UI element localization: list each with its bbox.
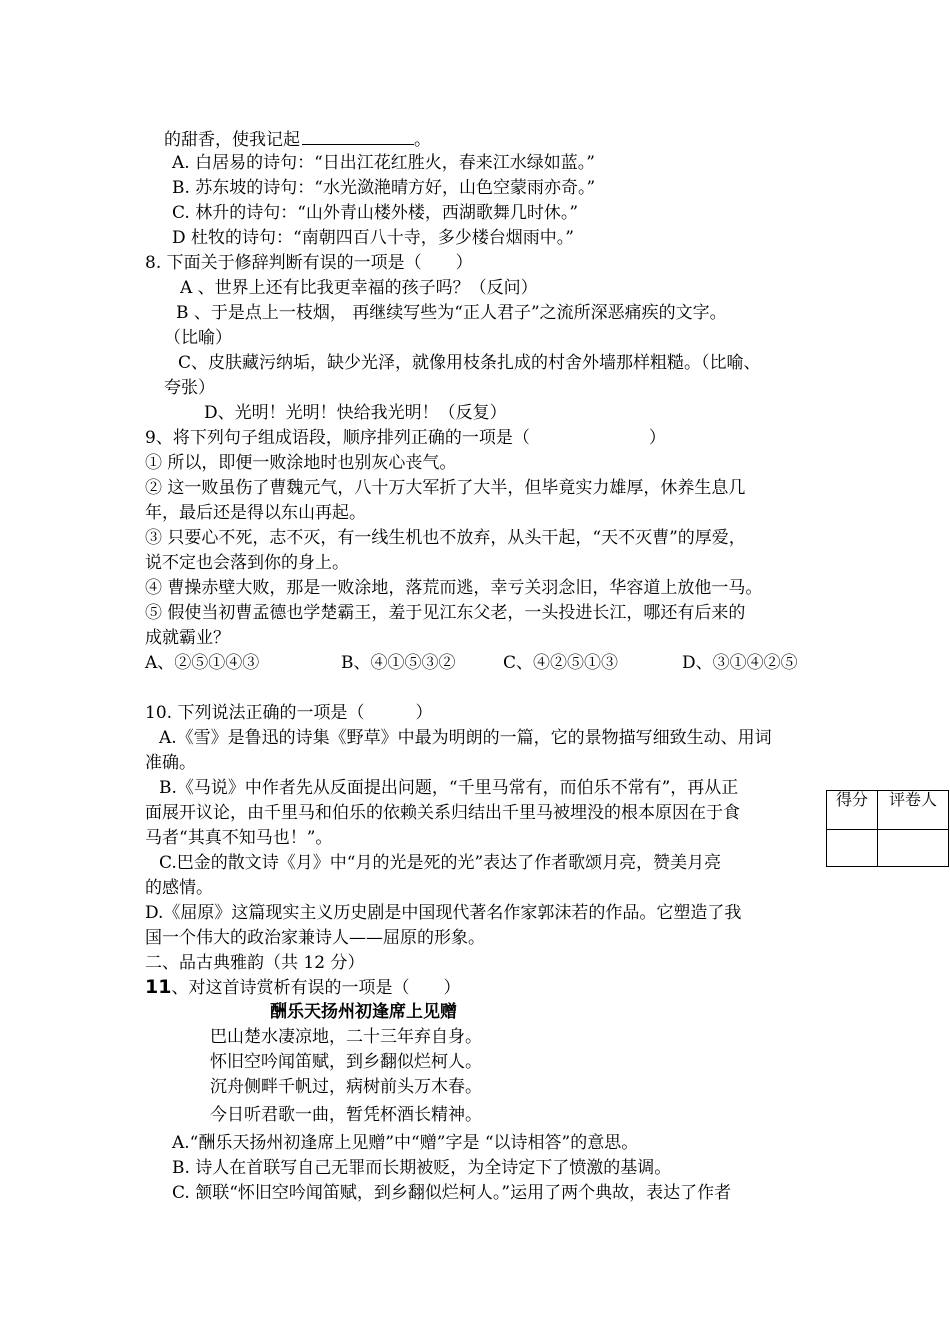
score-cell[interactable]	[827, 830, 878, 867]
poem-line-3: 沉舟侧畔千帆过，病树前头万木春。	[210, 1077, 482, 1097]
q10-option-d-line2: 国一个伟大的政治家兼诗人——屈原的形象。	[145, 928, 485, 948]
q8-option-d: D、光明！光明！快给我光明！（反复）	[204, 403, 507, 423]
score-table	[826, 790, 949, 867]
q10-option-b-line1: B.《马说》中作者先从反面提出问题，“千里马常有，而伯乐不常有”，再从正	[159, 778, 739, 798]
q10-option-a-line2: 准确。	[145, 753, 196, 773]
q9-option-b: B、④①⑤③②	[341, 653, 456, 673]
q7-option-d: D 杜牧的诗句：“南朝四百八十寺，多少楼台烟雨中。”	[172, 228, 574, 248]
grader-header: 评卷人	[878, 791, 949, 830]
q7-option-c: C. 林升的诗句：“山外青山楼外楼，西湖歌舞几时休。”	[172, 203, 579, 223]
q10-stem: 10. 下列说法正确的一项是（ ）	[145, 703, 433, 723]
q11-number: 11	[145, 976, 172, 998]
q8-option-b-line2: （比喻）	[164, 328, 232, 348]
q11-stem: 11、对这首诗赏析有误的一项是（ ）	[145, 976, 461, 998]
section-2-heading: 二、品古典雅韵（共 12 分）	[145, 953, 365, 973]
q7-stem-tail: 的甜香，使我记起 。	[164, 126, 431, 152]
q9-sentence-5-line2: 成就霸业？	[145, 628, 230, 648]
q9-option-d: D、③①④②⑤	[682, 653, 798, 673]
poem-title: 酬乐天扬州初逢席上见赠	[270, 1002, 457, 1022]
q11-option-a: A.“酬乐天扬州初逢席上见赠”中“赠”字是 “以诗相答”的意思。	[172, 1133, 639, 1153]
q10-option-b-line2: 面展开议论，由千里马和伯乐的依赖关系归结出千里马被埋没的根本原因在于食	[145, 803, 740, 823]
q10-option-d-line1: D.《屈原》这篇现实主义历史剧是中国现代著名作家郭沫若的作品。它塑造了我	[145, 903, 742, 923]
q9-sentence-4: ④ 曹操赤壁大败，那是一败涂地，落荒而逃，幸亏关羽念旧，华容道上放他一马。	[145, 578, 763, 598]
score-header: 得分	[827, 791, 878, 830]
q9-sentence-3-line1: ③ 只要心不死，志不灭，有一线生机也不放弃，从头干起，“天不灭曹”的厚爱，	[145, 528, 746, 548]
q9-sentence-2-line1: ② 这一败虽伤了曹魏元气，八十万大军折了大半，但毕竟实力雄厚，休养生息几	[145, 478, 746, 498]
q9-options	[0, 651, 950, 675]
q8-option-a: A 、世界上还有比我更幸福的孩子吗？（反问）	[180, 278, 538, 298]
q8-option-c-line2: 夸张）	[164, 378, 215, 398]
q7-option-b: B. 苏东坡的诗句：“水光潋滟晴方好，山色空蒙雨亦奇。”	[172, 178, 596, 198]
q8-option-c-line1: C、皮肤藏污纳垢，缺少光泽，就像用枝条扎成的村舍外墙那样粗糙。（比喻、	[178, 353, 761, 373]
q10-option-c-line2: 的感情。	[145, 878, 213, 898]
q7-option-a: A. 白居易的诗句：“日出江花红胜火，春来江水绿如蓝。”	[172, 153, 595, 173]
poem-line-4: 今日听君歌一曲，暂凭杯酒长精神。	[210, 1105, 482, 1125]
q11-option-c: C. 颔联“怀旧空吟闻笛赋，到乡翻似烂柯人。”运用了两个典故，表达了作者	[172, 1183, 732, 1203]
q10-option-b-line3: 马者“其真不知马也！”。	[145, 828, 333, 848]
q9-sentence-5-line1: ⑤ 假使当初曹孟德也学楚霸王，羞于见江东父老，一头投进长江，哪还有后来的	[145, 603, 746, 623]
q9-sentence-3-line2: 说不定也会落到你的身上。	[145, 553, 349, 573]
q10-option-a-line1: A.《雪》是鲁迅的诗集《野草》中最为明朗的一篇，它的景物描写细致生动、用词	[159, 728, 772, 748]
poem-line-1: 巴山楚水凄凉地，二十三年弃自身。	[210, 1027, 482, 1047]
answer-blank[interactable]	[302, 126, 414, 145]
q10-option-c-line1: C.巴金的散文诗《月》中“月的光是死的光”表达了作者歌颂月亮，赞美月亮	[159, 853, 722, 873]
q8-stem: 8. 下面关于修辞判断有误的一项是（ ）	[145, 253, 473, 273]
q9-option-a: A、②⑤①④③	[145, 653, 260, 673]
q9-sentence-2-line2: 年，最后还是得以东山再起。	[145, 503, 366, 523]
q9-stem: 9、将下列句子组成语段，顺序排列正确的一项是（ ）	[145, 428, 666, 448]
q8-option-b-line1: B 、于是点上一枝烟， 再继续写些为“正人君子”之流所深恶痛疾的文字。	[176, 303, 727, 323]
q9-option-c: C、④②⑤①③	[503, 653, 619, 673]
q11-option-b: B. 诗人在首联写自己无罪而长期被贬，为全诗定下了愤激的基调。	[172, 1158, 672, 1178]
grader-cell[interactable]	[878, 830, 949, 867]
q9-sentence-1: ① 所以，即便一败涂地时也别灰心丧气。	[145, 453, 457, 473]
poem-line-2: 怀旧空吟闻笛赋，到乡翻似烂柯人。	[210, 1052, 482, 1072]
